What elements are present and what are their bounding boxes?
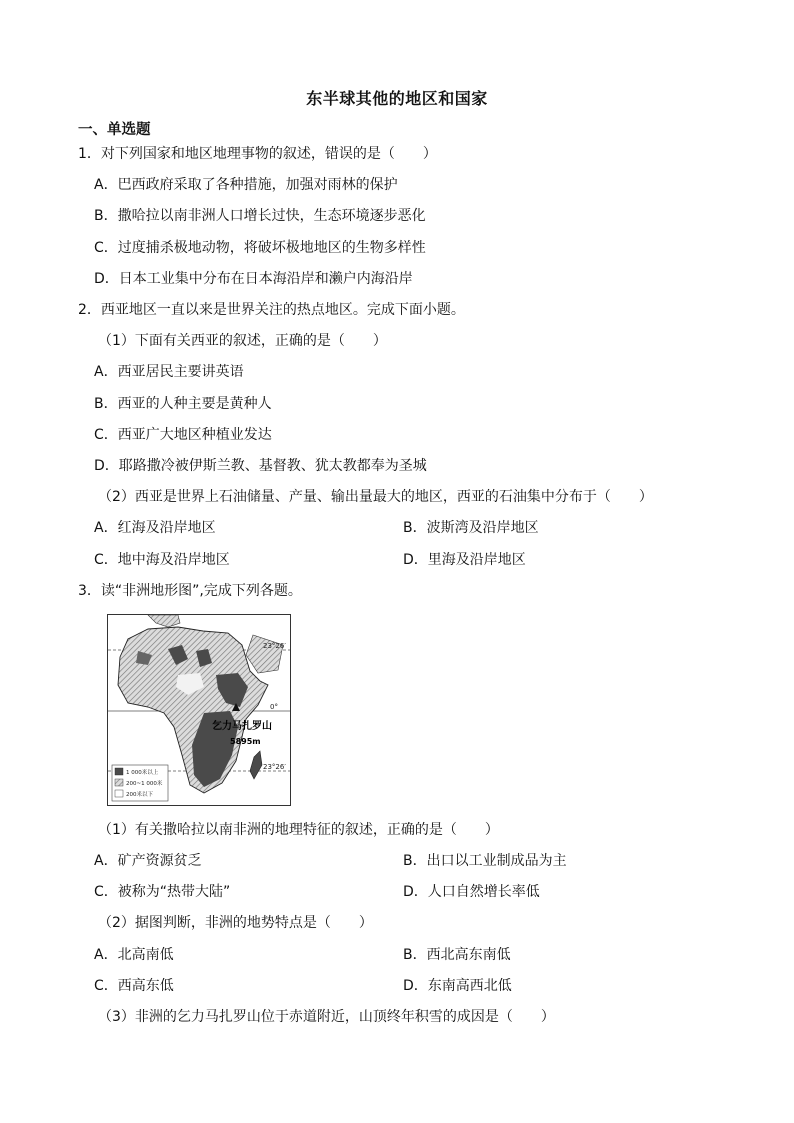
question-3-sub-1: （1）有关撒哈拉以南非洲的地理特征的叙述，正确的是（ ） [98,822,499,838]
question-2-1-option-a: A．西亚居民主要讲英语 [94,364,244,380]
question-1-stem: 1．对下列国家和地区地理事物的叙述，错误的是（ ） [78,146,437,162]
legend-label-low: 200米以下 [126,792,153,798]
legend-swatch-low [115,790,123,797]
legend-swatch-high [115,768,123,775]
map-legend [112,765,168,801]
question-3-1-option-d: D．人口自然增长率低 [403,884,540,900]
question-2-2-option-d: D．里海及沿岸地区 [403,552,526,568]
legend-swatch-mid [115,779,123,786]
equator-label: 0° [270,703,278,711]
question-3-2-option-a: A．北高南低 [94,947,174,963]
question-2-1-option-c: C．西亚广大地区种植业发达 [94,427,272,443]
question-3-2-option-b: B．西北高东南低 [403,947,511,963]
question-2-2-option-a: A．红海及沿岸地区 [94,520,216,536]
question-2-sub-2: （2）西亚是世界上石油储量、产量、输出量最大的地区，西亚的石油集中分布于（ ） [98,489,653,505]
question-3-2-option-c: C．西高东低 [94,978,174,994]
legend-label-mid: 200~1 000米 [126,781,163,787]
question-1-option-c: C．过度捕杀极地动物，将破坏极地地区的生物多样性 [94,240,426,256]
question-2-stem: 2．西亚地区一直以来是世界关注的热点地区。完成下面小题。 [78,302,465,318]
page-title: 东半球其他的地区和国家 [306,89,488,108]
question-2-1-option-d: D．耶路撒冷被伊斯兰教、基督教、犹太教都奉为圣城 [94,458,427,474]
peak-name-label: 乞力马扎罗山 [212,721,272,732]
question-3-sub-3: （3）非洲的乞力马扎罗山位于赤道附近，山顶终年积雪的成因是（ ） [98,1009,555,1025]
question-2-sub-1: （1）下面有关西亚的叙述，正确的是（ ） [98,333,387,349]
africa-map-svg [108,615,290,805]
madagascar [250,751,262,779]
question-2-1-option-b: B．西亚的人种主要是黄种人 [94,396,272,412]
question-3-2-option-d: D．东南高西北低 [403,978,512,994]
tropic-north-label: 23°26′ [263,642,286,650]
question-3-1-option-b: B．出口以工业制成品为主 [403,853,567,869]
question-2-2-option-b: B．波斯湾及沿岸地区 [403,520,539,536]
question-3-1-option-c: C．被称为“热带大陆” [94,884,231,900]
tropic-south-label: 23°26′ [263,763,286,771]
question-3-stem: 3．读“非洲地形图”,完成下列各题。 [78,583,302,599]
question-1-option-b: B．撒哈拉以南非洲人口增长过快，生态环境逐步恶化 [94,208,426,224]
question-1-option-d: D．日本工业集中分布在日本海沿岸和濑户内海沿岸 [94,271,413,287]
question-3-1-option-a: A．矿产资源贫乏 [94,853,202,869]
question-2-2-option-c: C．地中海及沿岸地区 [94,552,230,568]
question-3-sub-2: （2）据图判断，非洲的地势特点是（ ） [98,915,373,931]
question-1-option-a: A．巴西政府采取了各种措施，加强对雨林的保护 [94,177,398,193]
peak-height-label: 5895m [230,737,261,746]
section-heading: 一、单选题 [78,122,151,138]
africa-relief-map [107,614,291,806]
legend-label-high: 1 000米以上 [126,770,159,776]
